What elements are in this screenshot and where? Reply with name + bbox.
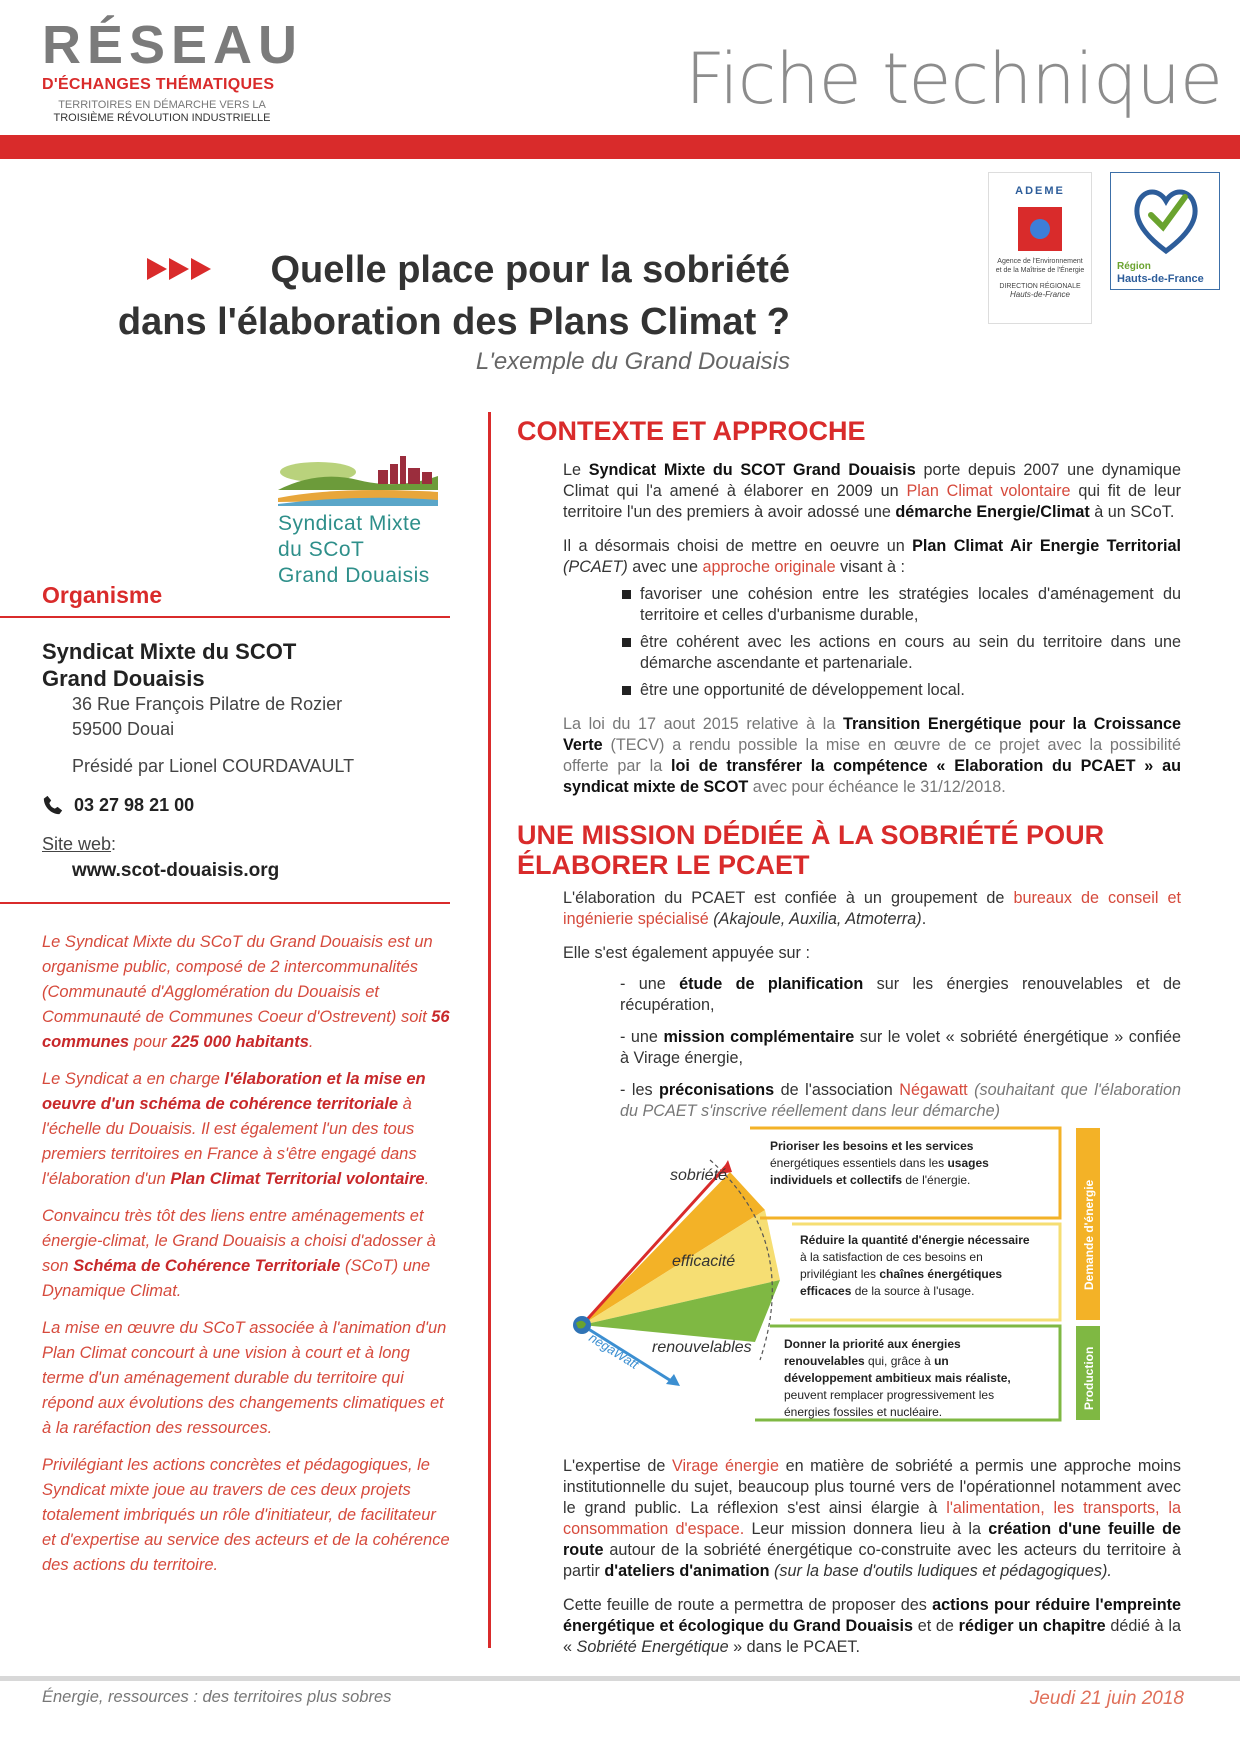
bullet-item: être une opportunité de développement local. bbox=[620, 680, 1181, 701]
ctx-p2-end: visant à : bbox=[835, 558, 905, 576]
ademe-name: ADEME bbox=[1015, 185, 1065, 197]
phone-number[interactable]: 03 27 98 21 00 bbox=[74, 794, 195, 815]
label-sobriete: sobriété bbox=[670, 1167, 727, 1184]
ctx-p1-text-2: porte depuis 2007 une dynamique Climat qui l'a amené à élaborer en 2009 un bbox=[563, 461, 1181, 500]
box2-line3-bold: chaînes énergétiques bbox=[879, 1267, 1003, 1281]
box3-line2-bold: renouvelables bbox=[784, 1354, 865, 1368]
ctx-p2-highlight: approche originale bbox=[702, 558, 836, 576]
box2-line3: privilégiant les bbox=[800, 1267, 880, 1281]
scot-logo bbox=[278, 450, 448, 589]
organisme-description bbox=[42, 930, 454, 1590]
label-negawatt: négaWatt bbox=[586, 1329, 642, 1372]
mis-d3-text: - les bbox=[620, 1081, 660, 1099]
mis-d1-bold: étude de planification bbox=[679, 975, 864, 993]
page-title bbox=[70, 244, 790, 348]
address-street: 36 Rue François Pilatre de Rozier bbox=[72, 694, 343, 714]
organisme-address bbox=[72, 692, 342, 742]
mis-d3-italic: (souhaitant que l'élaboration du PCAET s'inscrive réellement dans leur démarche) bbox=[620, 1081, 1181, 1120]
bottom-para-2 bbox=[563, 1595, 1181, 1658]
ctx-p2-italic: (PCAET) bbox=[563, 558, 628, 576]
scot-landscape-icon bbox=[278, 450, 438, 506]
ctx-p3-text-2: (TECV) a rendu possible la mise en œuvre de ce projet avec la possibilité offerte par la bbox=[563, 736, 1181, 775]
region-logo bbox=[1110, 172, 1220, 290]
site-web-label-text: Site web bbox=[42, 834, 112, 854]
region-name: Hauts-de-France bbox=[1117, 273, 1204, 285]
desc-p2-bold: l'élaboration et la mise en oeuvre d'un schéma de cohérence territoriale bbox=[42, 1070, 426, 1113]
organisme-name bbox=[42, 638, 296, 692]
phone-icon bbox=[42, 794, 64, 816]
mission-list-item bbox=[620, 1027, 1181, 1069]
mis-d2-bold: mission complémentaire bbox=[663, 1028, 855, 1046]
brand-tagline-1: TERRITOIRES EN DÉMARCHE VERS LA bbox=[58, 99, 266, 111]
bottom-para-1 bbox=[563, 1456, 1181, 1582]
box3-line1: Donner la priorité aux énergies bbox=[784, 1337, 961, 1351]
box-renouvelables-text bbox=[784, 1337, 1014, 1419]
bot-p1-italic: (sur la base d'outils ludiques et pédagogiques). bbox=[769, 1562, 1112, 1580]
ctx-p3-text: La loi du 17 aout 2015 relative à la bbox=[563, 715, 843, 733]
box1-line3: de l'énergie. bbox=[902, 1173, 971, 1187]
desc-p2-bold-2: Plan Climat Territorial volontaire bbox=[170, 1170, 425, 1188]
desc-p3-end: (SCoT) une Dynamique Climat. bbox=[42, 1257, 431, 1300]
ademe-emblem-icon bbox=[1018, 207, 1062, 251]
brand-sub: D'ÉCHANGES THÉMATIQUES bbox=[42, 76, 275, 93]
footer-theme: Énergie, ressources : des territoires plus sobres bbox=[42, 1688, 392, 1706]
description-para-3 bbox=[42, 1204, 454, 1304]
mis-d3-text-2: de l'association bbox=[774, 1081, 900, 1099]
bot-p2-bold: actions pour réduire l'empreinte énergétique et écologique du Grand Douaisis bbox=[563, 1596, 1182, 1635]
mis-p1-italic: (Akajoule, Auxilia, Atmoterra) bbox=[708, 910, 922, 928]
box2-line1: Réduire la quantité d'énergie nécessaire bbox=[800, 1233, 1030, 1247]
contexte-para-2 bbox=[563, 536, 1181, 578]
ctx-p1-bold-2: démarche Energie/Climat bbox=[895, 503, 1090, 521]
mis-p1-text: L'élaboration du PCAET est confiée à un groupement de bbox=[563, 889, 1014, 907]
bot-p1-text: L'expertise de bbox=[563, 1457, 672, 1475]
site-web-link[interactable]: www.scot-douaisis.org bbox=[72, 860, 280, 881]
box-sobriete-text bbox=[770, 1139, 992, 1187]
ctx-p1-text: Le bbox=[563, 461, 589, 479]
title-line-1: Quelle place pour la sobriété bbox=[270, 249, 790, 291]
organisme-rule-top bbox=[0, 616, 450, 618]
bullet-item: être cohérent avec les actions en cours au sein du territoire dans une démarche ascendante et partenariale. bbox=[620, 632, 1181, 674]
mission-para-1 bbox=[563, 888, 1181, 930]
bot-p2-bold-2: rédiger un chapitre bbox=[958, 1617, 1106, 1635]
desc-p1-bold-habitants: 225 000 habitants bbox=[171, 1033, 309, 1051]
bot-p1-highlight-2: l'alimentation, les transports, la consommation d'espace. bbox=[563, 1499, 1181, 1538]
ctx-p1-highlight: Plan Climat volontaire bbox=[906, 482, 1071, 500]
box1-line2-bold: usages bbox=[947, 1156, 989, 1170]
desc-p3-text: Convaincu très tôt des liens entre aménagements et énergie-climat, le Grand Douaisis a choisi d'adosser à son bbox=[42, 1207, 436, 1275]
desc-p2-text-2: à l'échelle du Douaisis. Il est également l'un des tous premiers territoires en France à s'être engagé dans l'élaboration d'un bbox=[42, 1095, 417, 1188]
contexte-bullets bbox=[620, 584, 1181, 707]
ademe-region: Hauts-de-France bbox=[1009, 290, 1071, 299]
site-web-label bbox=[42, 834, 116, 855]
desc-p2-text: Le Syndicat a en charge bbox=[42, 1070, 225, 1088]
bot-p1-text-2: en matière de sobriété a permis une approche moins institutionnelle du sujet, beaucoup plus tourné vers de l'opérationnel notamment avec le grand public. La réflexion s'est ainsi élargie à bbox=[563, 1457, 1181, 1517]
region-emblem-icon bbox=[1129, 181, 1203, 257]
box3-line5: énergies fossiles et nucléaire. bbox=[784, 1405, 943, 1419]
desc-p1-text-2: pour bbox=[129, 1033, 172, 1051]
description-para-1 bbox=[42, 930, 454, 1055]
site-web-colon: : bbox=[111, 834, 117, 854]
region-label: Région bbox=[1117, 261, 1151, 272]
bot-p1-text-3: Leur mission donnera lieu à la bbox=[744, 1520, 989, 1538]
box1-line3-bold: individuels et collectifs bbox=[770, 1173, 903, 1187]
box-efficacite-text bbox=[800, 1233, 1033, 1298]
mis-d3-bold: préconisations bbox=[659, 1081, 775, 1099]
box2-line4: de la source à l'usage. bbox=[851, 1284, 975, 1298]
bot-p1-text-4: autour de la sobriété énergétique co-construite avec les acteurs du territoire à partir bbox=[563, 1541, 1181, 1580]
box3-line4: peuvent remplacer progressivement les bbox=[784, 1388, 995, 1402]
brand-main: RÉSEAU bbox=[42, 15, 304, 75]
mission-para-2: Elle s'est également appuyée sur : bbox=[563, 944, 810, 962]
footer-date: Jeudi 21 juin 2018 bbox=[1029, 1688, 1184, 1709]
mis-d3-highlight: Négawatt bbox=[899, 1081, 968, 1099]
desc-p2-end: . bbox=[424, 1170, 430, 1188]
side-label-production: Production bbox=[1082, 1346, 1096, 1410]
box1-line1: Prioriser les besoins et les services bbox=[770, 1139, 974, 1153]
ctx-p1-end: à un SCoT. bbox=[1089, 503, 1175, 521]
mis-d2-end: sur le volet « sobriété énergétique » confiée à Virage énergie, bbox=[620, 1028, 1181, 1067]
scot-logo-line-1: Syndicat Mixte bbox=[278, 512, 422, 535]
bot-p2-text: Cette feuille de route a permettra de proposer des bbox=[563, 1596, 933, 1614]
address-city: 59500 Douai bbox=[72, 719, 175, 739]
mission-list-item bbox=[620, 974, 1181, 1016]
box2-line4-bold: efficaces bbox=[800, 1284, 852, 1298]
ctx-p3-bold: Transition Energétique pour la Croissance Verte bbox=[563, 715, 1181, 754]
ctx-p2-bold: Plan Climat Air Energie Territorial bbox=[912, 537, 1181, 555]
bullet-item: favoriser une cohésion entre les stratégies locales d'aménagement du territoire et celles d'urbanisme durable, bbox=[620, 584, 1181, 626]
mis-d1-end: sur les énergies renouvelables et de récupération, bbox=[620, 975, 1181, 1014]
desc-p1-text: Le Syndicat Mixte du SCoT du Grand Douaisis est un organisme public, composé de 2 intercommunalités (Communauté d'Agglomération du Douaisis et Communauté de Communes Coeur d'Ostrevent) soit bbox=[42, 933, 433, 1026]
organisme-name-line-1: Syndicat Mixte du SCOT bbox=[42, 639, 297, 664]
desc-p3-bold: Schéma de Cohérence Territoriale bbox=[73, 1257, 341, 1275]
mis-p1-end: . bbox=[921, 910, 927, 928]
scot-logo-line-3: Grand Douaisis bbox=[278, 564, 430, 587]
contexte-para-1 bbox=[563, 460, 1181, 523]
ctx-p1-text-3: qui fit de leur territoire l'un des premiers à avoir adossé une bbox=[563, 482, 1181, 521]
box2-line2: à la satisfaction de ces besoins en bbox=[800, 1250, 983, 1264]
desc-p1-end: . bbox=[308, 1033, 314, 1051]
mis-p1-highlight: bureaux de conseil et ingénierie spécialisé bbox=[563, 889, 1181, 928]
description-para-4: La mise en œuvre du SCoT associée à l'animation d'un Plan Climat concourt à une vision à court et à long terme d'un aménagement durable du territoire qui répond aux évolutions des changements climatiques et à la raréfaction des ressources. bbox=[42, 1319, 447, 1437]
bot-p2-text-2: et de bbox=[913, 1617, 959, 1635]
label-renouvelables: renouvelables bbox=[652, 1339, 752, 1356]
footer-rule bbox=[0, 1676, 1240, 1681]
ademe-logo bbox=[988, 172, 1092, 324]
desc-p1-bold-communes: 56 communes bbox=[42, 1008, 450, 1051]
box3-line2-bold-2: un bbox=[934, 1354, 949, 1368]
organisme-president: Présidé par Lionel COURDAVAULT bbox=[72, 756, 355, 776]
bot-p2-italic: Sobriété Energétique bbox=[576, 1638, 729, 1656]
ctx-p2-text-2: avec une bbox=[627, 558, 703, 576]
bot-p1-highlight: Virage énergie bbox=[671, 1457, 780, 1475]
doc-type-title: Fiche technique bbox=[685, 38, 1222, 120]
box3-line3: développement ambitieux mais réaliste, bbox=[784, 1371, 1011, 1385]
ctx-p1-bold: Syndicat Mixte du SCOT Grand Douaisis bbox=[588, 461, 916, 479]
phone-row bbox=[42, 794, 194, 816]
ctx-p3-bold-2: loi de transférer la compétence « Elaboration du PCAET » au syndicat mixte de SCOT bbox=[563, 757, 1181, 796]
box1-line2: énergétiques essentiels dans les bbox=[770, 1156, 948, 1170]
ctx-p3-end: avec pour échéance le 31/12/2018. bbox=[748, 778, 1006, 796]
brand-tagline-2: TROISIÈME RÉVOLUTION INDUSTRIELLE bbox=[53, 112, 271, 124]
description-para-5: Privilégiant les actions concrètes et pédagogiques, le Syndicat mixte joue au travers de ces deux projets totalement imbriqués un rôle d'initiateur, de facilitateur et d'expertise au service des acteurs et de la cohérence des actions du territoire. bbox=[42, 1456, 450, 1574]
mission-list-item bbox=[620, 1080, 1181, 1122]
negawatt-diagram bbox=[560, 1120, 1180, 1440]
contexte-para-3 bbox=[563, 714, 1181, 798]
scot-logo-line-2: du SCoT bbox=[278, 538, 365, 561]
title-line-2: dans l'élaboration des Plans Climat ? bbox=[117, 301, 790, 343]
section-heading-contexte: CONTEXTE ET APPROCHE bbox=[517, 416, 866, 446]
mis-d1-text: - une bbox=[620, 975, 680, 993]
header-band bbox=[0, 135, 1240, 159]
bot-p2-end: » dans le PCAET. bbox=[728, 1638, 860, 1656]
organisme-rule-bottom bbox=[0, 902, 450, 904]
label-efficacite: efficacité bbox=[672, 1253, 736, 1270]
mis-d2-text: - une bbox=[620, 1028, 664, 1046]
organisme-name-line-2: Grand Douaisis bbox=[42, 666, 205, 691]
reseau-logo bbox=[42, 15, 304, 124]
bot-p2-text-3: dédié à la « bbox=[563, 1617, 1181, 1656]
section-heading-mission: UNE MISSION DÉDIÉE À LA SOBRIÉTÉ POUR ÉLABORER LE PCAET bbox=[517, 820, 1105, 880]
ctx-p2-text: Il a désormais choisi de mettre en oeuvre un bbox=[563, 537, 913, 555]
ademe-direction: DIRECTION RÉGIONALE bbox=[999, 283, 1081, 290]
description-para-2 bbox=[42, 1067, 454, 1192]
side-label-demande: Demande d'énergie bbox=[1082, 1179, 1096, 1290]
column-divider bbox=[488, 412, 491, 1648]
bot-p1-bold: création d'une feuille de route bbox=[563, 1520, 1181, 1559]
box3-line2: qui, grâce à bbox=[864, 1354, 935, 1368]
ademe-agency-line: Agence de l'Environnement et de la Maîtrise de l'Énergie bbox=[995, 258, 1085, 274]
organisme-heading: Organisme bbox=[42, 582, 163, 608]
page-subtitle: L'exemple du Grand Douaisis bbox=[475, 348, 790, 375]
bot-p1-bold-2: d'ateliers d'animation bbox=[604, 1562, 770, 1580]
mission-list bbox=[620, 974, 1181, 1133]
